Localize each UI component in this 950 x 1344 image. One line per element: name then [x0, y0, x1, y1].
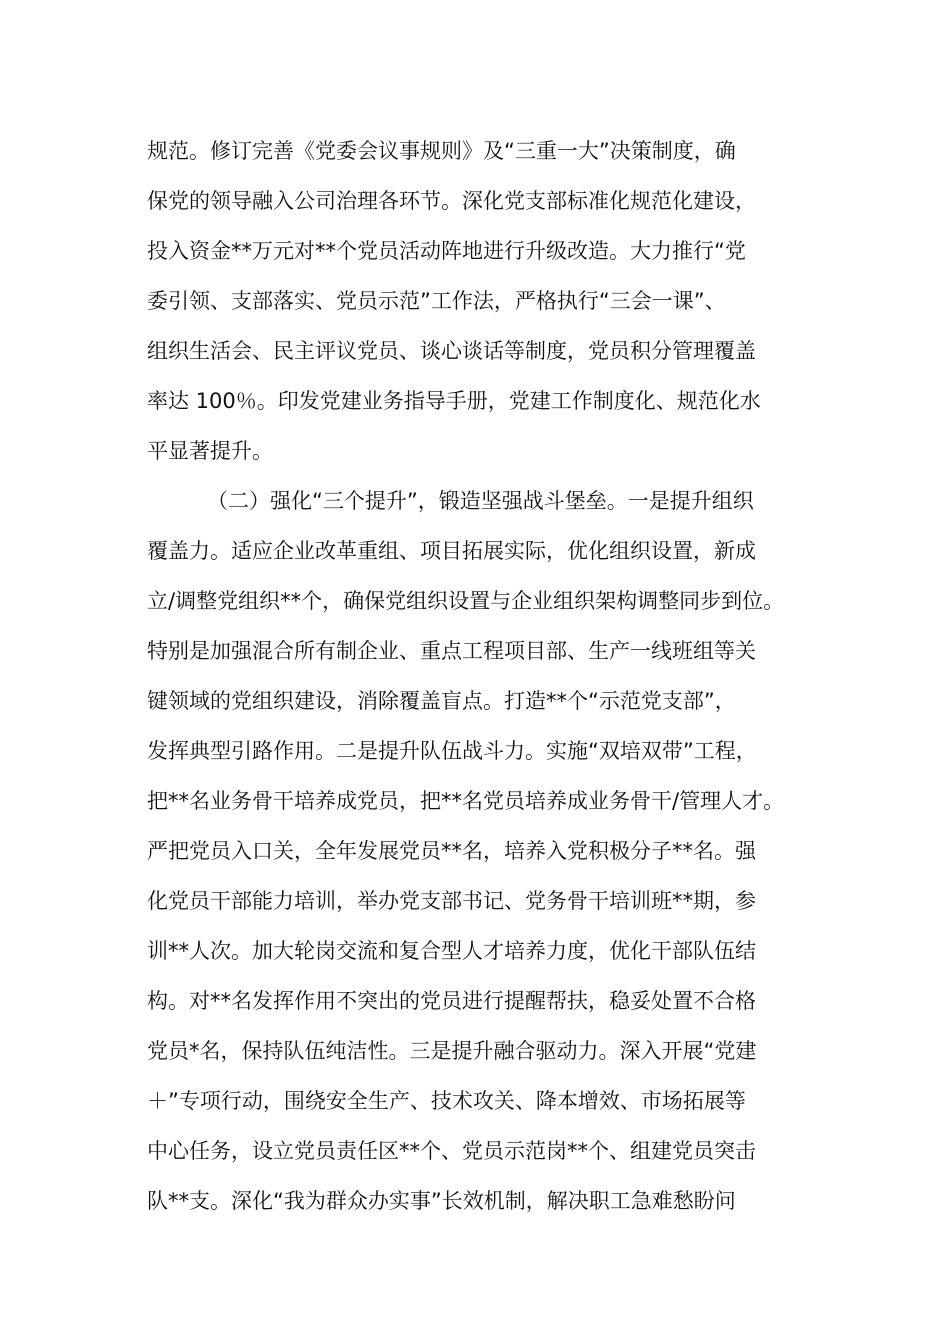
text-line: 投入资金**万元对**个党员活动阵地进行升级改造。大力推行“党: [147, 239, 746, 263]
text-line: 保党的领导融入公司治理各环节。深化党支部标准化规范化建设，: [147, 189, 756, 213]
text-line: 平显著提升。: [147, 439, 273, 463]
text-line: 党员*名，保持队伍纯洁性。三是提升融合驱动力。深入开展“党建: [147, 1039, 757, 1063]
text-line: 率达 100％。印发党建业务指导手册，党建工作制度化、规范化水: [147, 389, 761, 413]
text-line: 化党员干部能力培训，举办党支部书记、党务骨干培训班**期，参: [147, 889, 756, 913]
text-line: 覆盖力。适应企业改革重组、项目拓展实际，优化组织设置，新成: [147, 539, 756, 563]
text-line: 规范。修订完善《党委会议事规则》及“三重一大”决策制度，确: [147, 139, 736, 163]
text-line: 队**支。深化“我为群众办实事”长效机制，解决职工急难愁盼问: [147, 1189, 736, 1213]
text-line: 训**人次。加大轮岗交流和复合型人才培养力度，优化干部队伍结: [147, 939, 756, 963]
text-line: 委引领、支部落实、党员示范”工作法，严格执行“三会一课”、: [147, 289, 726, 313]
text-line: 严把党员入口关，全年发展党员**名，培养入党积极分子**名。强: [147, 839, 756, 863]
text-line: 中心任务，设立党员责任区**个、党员示范岗**个、组建党员突击: [147, 1139, 756, 1163]
text-line: 键领域的党组织建设，消除覆盖盲点。打造**个“示范党支部”，: [147, 689, 736, 713]
text-line: 特别是加强混合所有制企业、重点工程项目部、生产一线班组等关: [147, 639, 756, 663]
text-line: 发挥典型引路作用。二是提升队伍战斗力。实施“双培双带”工程，: [147, 739, 757, 763]
text-line: 组织生活会、民主评议党员、谈心谈话等制度，党员积分管理覆盖: [147, 339, 756, 363]
paragraph-first-line: （二）强化“三个提升”，锻造坚强战斗堡垒。一是提升组织: [207, 489, 754, 513]
text-line: 立/调整党组织**个，确保党组织设置与企业组织架构调整同步到位。: [147, 589, 785, 613]
text-line: 构。对**名发挥作用不突出的党员进行提醒帮扶，稳妥处置不合格: [147, 989, 756, 1013]
text-line: 把**名业务骨干培养成党员，把**名党员培养成业务骨干/管理人才。: [147, 789, 785, 813]
text-line: ＋”专项行动，围绕安全生产、技术攻关、降本增效、市场拓展等: [147, 1089, 746, 1113]
